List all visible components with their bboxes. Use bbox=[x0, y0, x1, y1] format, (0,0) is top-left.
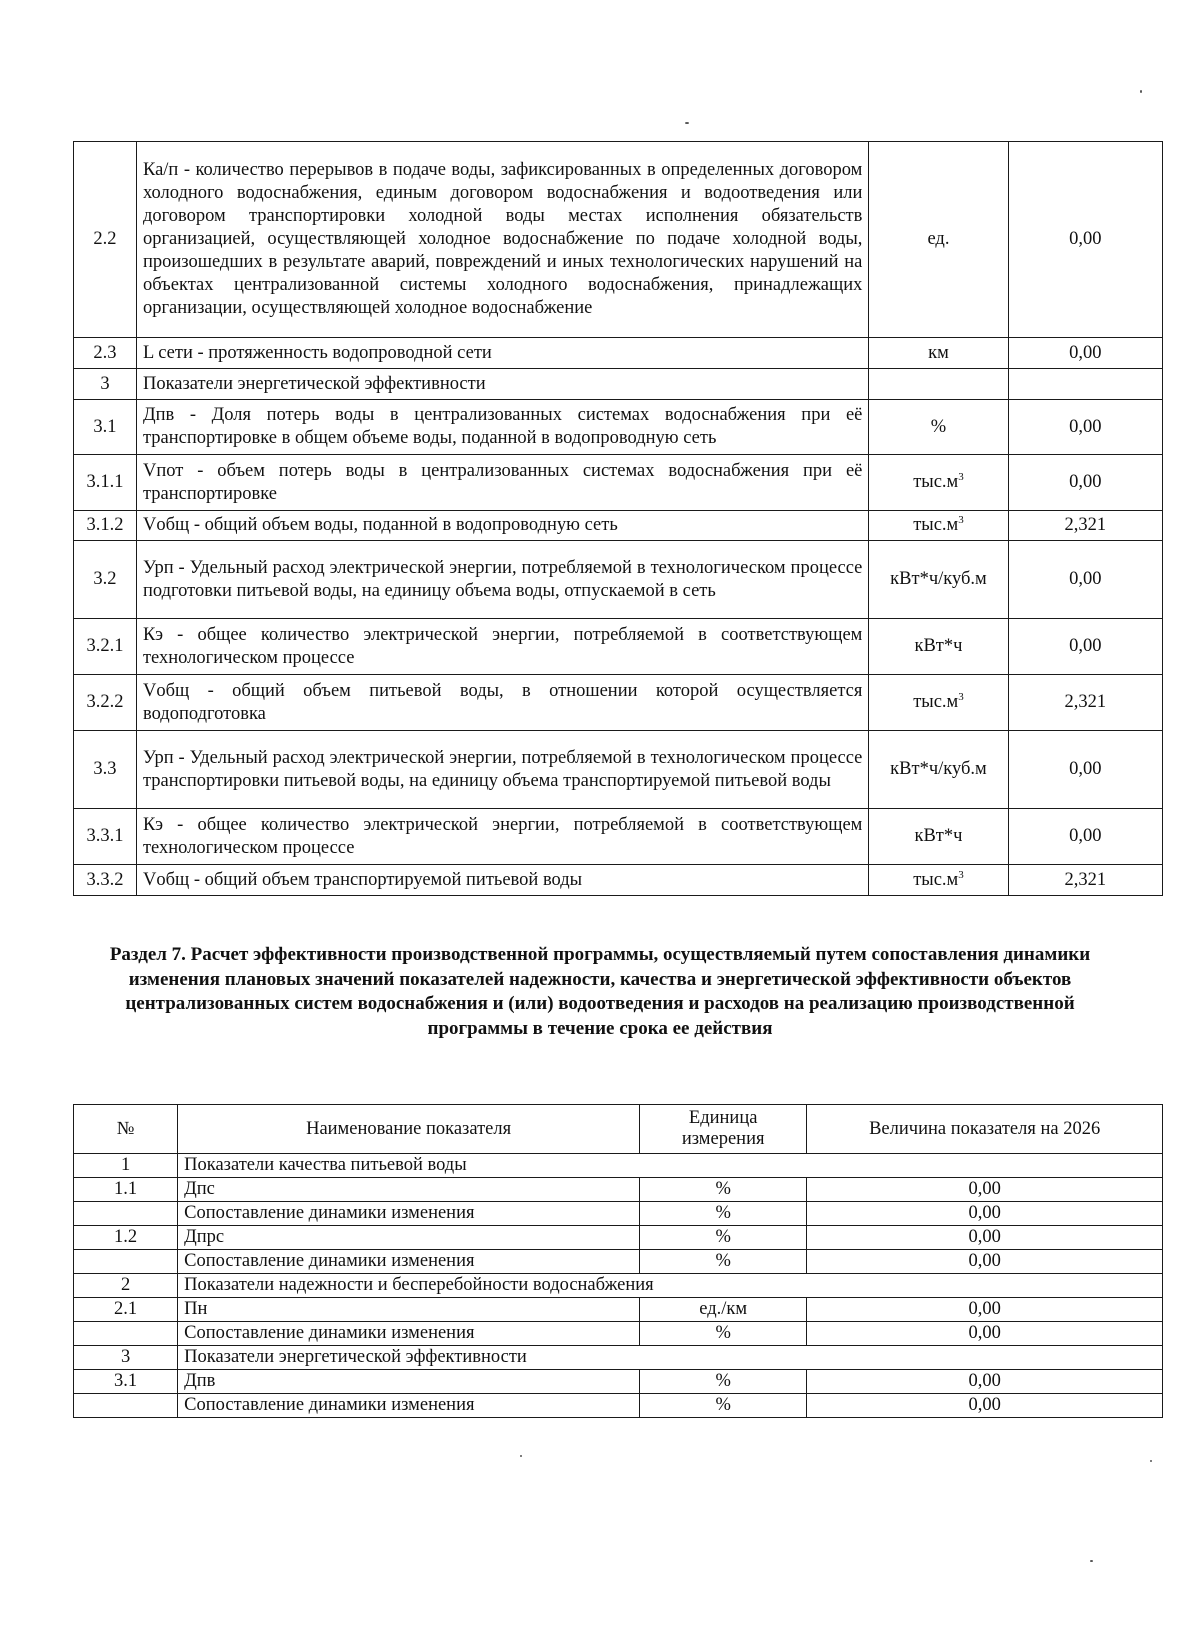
indicator-name: Дпв bbox=[178, 1370, 640, 1394]
table-row-group-header bbox=[74, 1274, 1163, 1298]
value-cell: 0,00 bbox=[807, 1226, 1163, 1250]
indicator-name: Дпрс bbox=[178, 1226, 640, 1250]
unit-cell: % bbox=[640, 1394, 807, 1418]
row-number: 3 bbox=[74, 369, 137, 400]
efficiency-table bbox=[73, 1104, 1163, 1418]
row-number: 3.3.1 bbox=[74, 809, 137, 865]
scan-speck bbox=[685, 122, 689, 124]
row-number: 3.1 bbox=[74, 400, 137, 455]
value-cell: 0,00 bbox=[1008, 455, 1162, 511]
indicator-name: Пн bbox=[178, 1298, 640, 1322]
row-number bbox=[74, 1394, 178, 1418]
table-row-group-header bbox=[74, 369, 1163, 400]
unit-superscript: 3 bbox=[958, 868, 964, 881]
table-row bbox=[74, 619, 1163, 675]
table-row bbox=[74, 809, 1163, 865]
unit-cell bbox=[869, 731, 1008, 809]
header-unit: Единица измерения bbox=[640, 1105, 807, 1154]
value-cell: 0,00 bbox=[807, 1322, 1163, 1346]
unit-text: тыс.м bbox=[913, 472, 959, 492]
table-row bbox=[74, 865, 1163, 896]
value-cell: 0,00 bbox=[807, 1178, 1163, 1202]
indicator-name: Сопоставление динамики изменения bbox=[178, 1322, 640, 1346]
table-row bbox=[74, 1370, 1163, 1394]
row-number: 3.1 bbox=[74, 1370, 178, 1394]
indicator-description: Дпв - Доля потерь воды в централизованных системах водоснабжения при её транспортировке в общем объеме воды, поданной в водопроводную сеть bbox=[136, 400, 868, 455]
indicator-name: Сопоставление динамики изменения bbox=[178, 1202, 640, 1226]
row-number: 3.2.1 bbox=[74, 619, 137, 675]
unit-superscript: 3 bbox=[958, 691, 964, 703]
indicator-description: Vобщ - общий объем воды, поданной в водопроводную сеть bbox=[136, 511, 868, 541]
unit-text: тыс.м bbox=[913, 869, 959, 890]
table-row bbox=[74, 1226, 1163, 1250]
indicator-description: Урп - Удельный расход электрической энергии, потребляемой в технологическом процессе транспортировки питьевой воды, на единицу объема транспортируемой питьевой воды bbox=[136, 731, 868, 809]
indicator-name: Сопоставление динамики изменения bbox=[178, 1250, 640, 1274]
scan-speck bbox=[1150, 1460, 1152, 1462]
indicator-description: Vпот - объем потерь воды в централизованных системах водоснабжения при её транспортировке bbox=[136, 455, 868, 511]
value-cell: 0,00 bbox=[807, 1202, 1163, 1226]
row-number: 1.2 bbox=[74, 1226, 178, 1250]
table-row bbox=[74, 1178, 1163, 1202]
header-number: № bbox=[74, 1105, 178, 1154]
table-row bbox=[74, 731, 1163, 809]
unit-cell bbox=[869, 369, 1008, 400]
value-cell: 0,00 bbox=[1008, 619, 1162, 675]
table-row bbox=[74, 541, 1163, 619]
row-number bbox=[74, 1250, 178, 1274]
unit-superscript: 3 bbox=[958, 471, 964, 483]
row-number: 3.3 bbox=[74, 731, 137, 809]
row-number: 3.1.1 bbox=[74, 455, 137, 511]
table-row bbox=[74, 338, 1163, 369]
unit-text: км bbox=[928, 342, 949, 363]
row-number: 1.1 bbox=[74, 1178, 178, 1202]
header-value-2026: Величина показателя на 2026 bbox=[807, 1105, 1163, 1154]
scan-speck bbox=[1140, 90, 1142, 93]
row-number: 3.3.2 bbox=[74, 865, 137, 896]
indicator-description: Урп - Удельный расход электрической энергии, потребляемой в технологическом процессе подготовки питьевой воды, на единицу объема воды, отпускаемой в сеть bbox=[136, 541, 868, 619]
unit-cell: % bbox=[640, 1202, 807, 1226]
value-cell: 2,321 bbox=[1008, 511, 1162, 541]
unit-text: тыс.м bbox=[913, 515, 959, 535]
table-row bbox=[74, 455, 1163, 511]
indicator-description: Кэ - общее количество электрической энергии, потребляемой в соответствующем технологическом процессе bbox=[136, 809, 868, 865]
indicator-name: Дпс bbox=[178, 1178, 640, 1202]
unit-cell bbox=[869, 338, 1008, 369]
row-number: 3.2 bbox=[74, 541, 137, 619]
unit-text: тыс.м bbox=[913, 692, 959, 712]
indicator-name: Сопоставление динамики изменения bbox=[178, 1394, 640, 1418]
value-cell: 0,00 bbox=[807, 1250, 1163, 1274]
indicator-description: L сети - протяженность водопроводной сети bbox=[136, 338, 868, 369]
unit-cell bbox=[869, 455, 1008, 511]
unit-cell bbox=[869, 619, 1008, 675]
indicator-description: Показатели энергетической эффективности bbox=[136, 369, 868, 400]
value-cell: 0,00 bbox=[1008, 142, 1162, 338]
unit-cell bbox=[869, 142, 1008, 338]
row-number: 1 bbox=[74, 1154, 178, 1178]
row-number: 3.2.2 bbox=[74, 675, 137, 731]
header-indicator-name: Наименование показателя bbox=[178, 1105, 640, 1154]
unit-cell: % bbox=[640, 1226, 807, 1250]
scan-speck bbox=[520, 1455, 522, 1457]
value-cell bbox=[1008, 369, 1162, 400]
table-row bbox=[74, 142, 1163, 338]
row-number: 2.1 bbox=[74, 1298, 178, 1322]
section-7-heading: Раздел 7. Расчет эффективности производственной программы, осуществляемый путем сопоставления динамики изменения плановых значений показателей надежности, качества и энергетической эффективности объектов централизованных систем водоснабжения и (или) водоотведения и расходов на реализацию производственной программы в течение срока ее действия bbox=[109, 944, 1091, 1039]
value-cell: 0,00 bbox=[1008, 731, 1162, 809]
indicators-table-continued bbox=[73, 141, 1163, 896]
table-row-group-header bbox=[74, 1346, 1163, 1370]
unit-text: кВт*ч bbox=[914, 826, 963, 846]
value-cell: 2,321 bbox=[1008, 865, 1162, 896]
table-row bbox=[74, 675, 1163, 731]
value-cell: 0,00 bbox=[1008, 338, 1162, 369]
table-row bbox=[74, 400, 1163, 455]
table-row bbox=[74, 1322, 1163, 1346]
group-title: Показатели энергетической эффективности bbox=[178, 1346, 1163, 1370]
row-number: 3.1.2 bbox=[74, 511, 137, 541]
group-title: Показатели надежности и бесперебойности водоснабжения bbox=[178, 1274, 1163, 1298]
table-row bbox=[74, 1298, 1163, 1322]
unit-cell bbox=[869, 511, 1008, 541]
indicator-description: Кэ - общее количество электрической энергии, потребляемой в соответствующем технологическом процессе bbox=[136, 619, 868, 675]
scan-speck bbox=[1090, 1560, 1093, 1562]
unit-superscript: 3 bbox=[958, 514, 964, 526]
unit-cell bbox=[869, 541, 1008, 619]
row-number: 2.3 bbox=[74, 338, 137, 369]
value-cell: 0,00 bbox=[807, 1394, 1163, 1418]
unit-cell bbox=[869, 675, 1008, 731]
unit-cell bbox=[869, 400, 1008, 455]
unit-cell: % bbox=[640, 1322, 807, 1346]
unit-text: ед. bbox=[927, 229, 950, 249]
indicator-description: Vобщ - общий объем транспортируемой питьевой воды bbox=[136, 865, 868, 896]
row-number: 2.2 bbox=[74, 142, 137, 338]
unit-cell: ед./км bbox=[640, 1298, 807, 1322]
unit-text: кВт*ч/куб.м bbox=[890, 569, 987, 589]
indicator-description: Ка/п - количество перерывов в подаче воды, зафиксированных в определенных договором холодного водоснабжения, единым договором водоснабжения и водоотведения или договором транспортировки холодной воды местах исполнения обязательств организацией, осуществляющей холодное водоснабжение по подаче холодной воды, произошедших в результате аварий, повреждений и иных технологических нарушений на объектах централизованной системы холодного водоснабжения, принадлежащих организации, осуществляющей холодное водоснабжение bbox=[136, 142, 868, 338]
row-number bbox=[74, 1322, 178, 1346]
unit-text: кВт*ч bbox=[914, 636, 963, 656]
table-row bbox=[74, 1250, 1163, 1274]
value-cell: 0,00 bbox=[1008, 809, 1162, 865]
unit-cell: % bbox=[640, 1250, 807, 1274]
unit-text: % bbox=[930, 416, 947, 437]
value-cell: 2,321 bbox=[1008, 675, 1162, 731]
table-row bbox=[74, 1202, 1163, 1226]
row-number bbox=[74, 1202, 178, 1226]
table-row bbox=[74, 511, 1163, 541]
table-row-group-header bbox=[74, 1154, 1163, 1178]
value-cell: 0,00 bbox=[807, 1298, 1163, 1322]
group-title: Показатели качества питьевой воды bbox=[178, 1154, 1163, 1178]
row-number: 3 bbox=[74, 1346, 178, 1370]
unit-cell bbox=[869, 865, 1008, 896]
unit-cell: % bbox=[640, 1370, 807, 1394]
unit-cell bbox=[869, 809, 1008, 865]
row-number: 2 bbox=[74, 1274, 178, 1298]
value-cell: 0,00 bbox=[807, 1370, 1163, 1394]
unit-cell: % bbox=[640, 1178, 807, 1202]
table-row bbox=[74, 1394, 1163, 1418]
unit-text: кВт*ч/куб.м bbox=[890, 759, 987, 779]
value-cell: 0,00 bbox=[1008, 541, 1162, 619]
table-header-row bbox=[74, 1105, 1163, 1154]
value-cell: 0,00 bbox=[1008, 400, 1162, 455]
indicator-description: Vобщ - общий объем питьевой воды, в отношении которой осуществляется водоподготовка bbox=[136, 675, 868, 731]
